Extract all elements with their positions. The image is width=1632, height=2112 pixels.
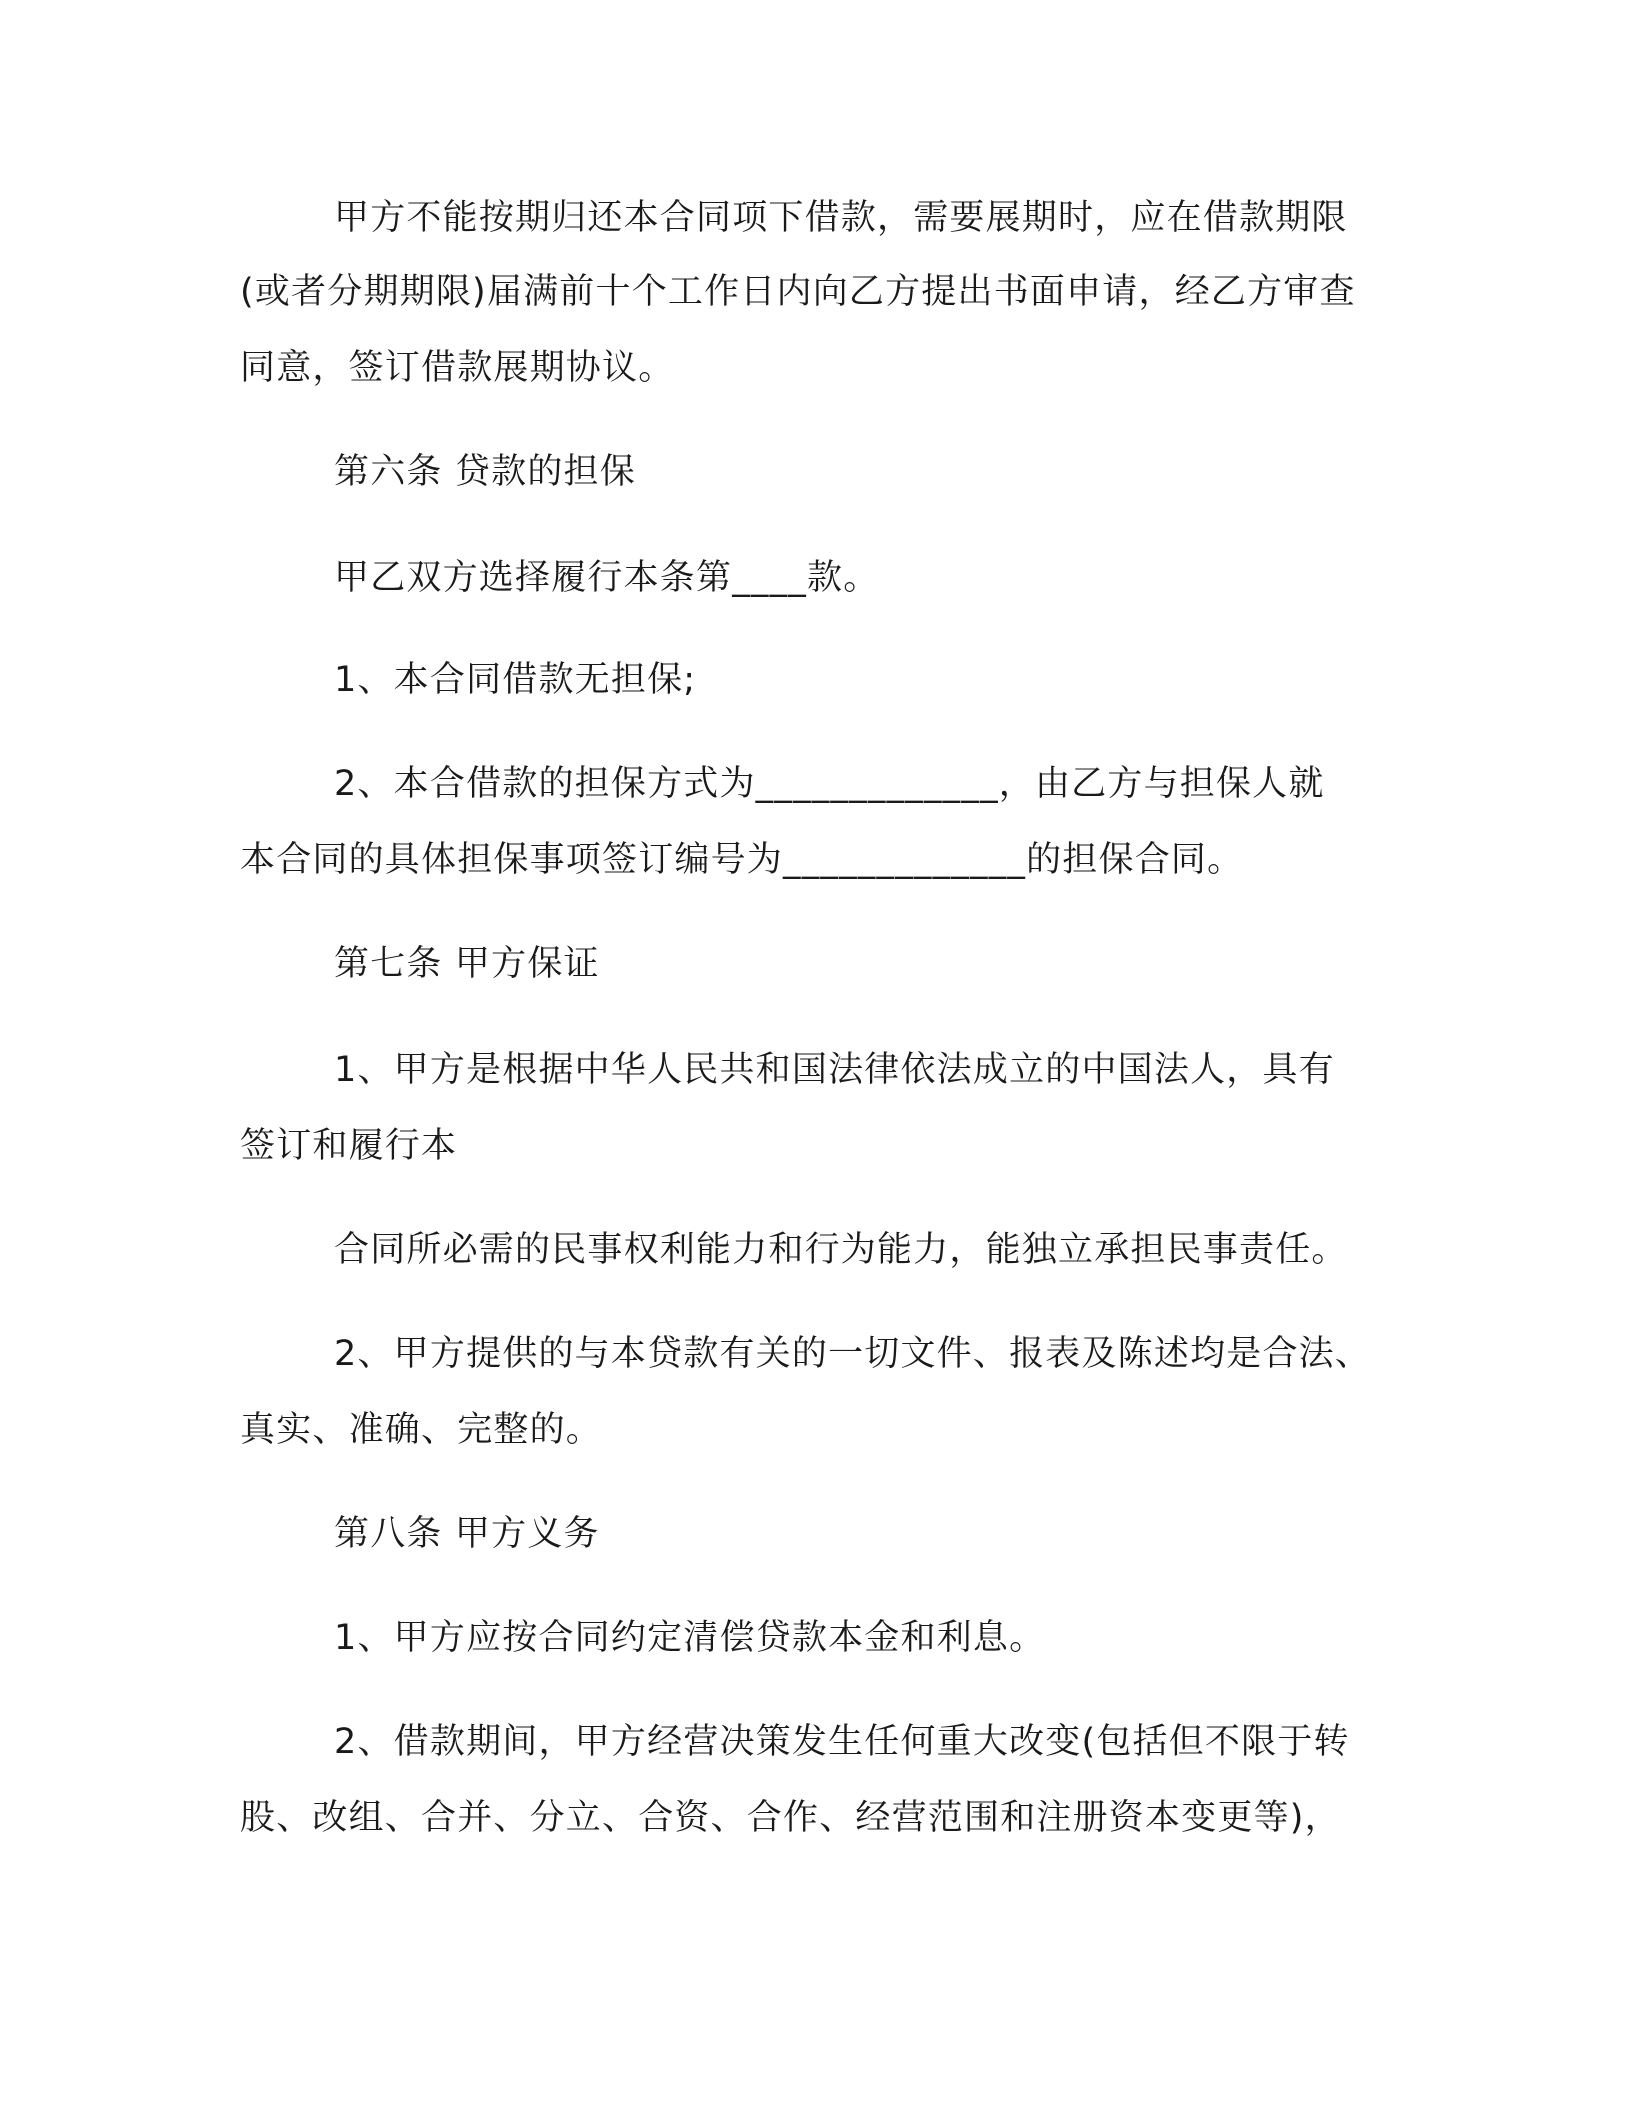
paragraph-extension-line-2: (或者分期期限)届满前十个工作日内向乙方提出书面申请，经乙方审查 (240, 272, 1356, 312)
article-6-heading: 第六条 贷款的担保 (334, 452, 636, 492)
article-7-item-1-line-3: 合同所必需的民事权利能力和行为能力，能独立承担民事责任。 (334, 1230, 1348, 1270)
paragraph-extension-line-1: 甲方不能按期归还本合同项下借款，需要展期时，应在借款期限 (334, 198, 1348, 238)
article-7-heading: 第七条 甲方保证 (334, 944, 600, 984)
article-8-item-2-line-2: 股、改组、合并、分立、合资、合作、经营范围和注册资本变更等)， (240, 1798, 1341, 1838)
article-8-item-2-line-1: 2、借款期间，甲方经营决策发生任何重大改变(包括但不限于转 (334, 1722, 1350, 1762)
article-7-item-1-line-1: 1、甲方是根据中华人民共和国法律依法成立的中国法人，具有 (334, 1050, 1335, 1090)
paragraph-extension-line-3: 同意，签订借款展期协议。 (240, 348, 675, 388)
article-8-item-1: 1、甲方应按合同约定清偿贷款本金和利息。 (334, 1618, 1046, 1658)
article-8-heading: 第八条 甲方义务 (334, 1514, 600, 1554)
article-7-item-2-line-2: 真实、准确、完整的。 (240, 1410, 603, 1450)
article-6-item-1: 1、本合同借款无担保; (334, 660, 697, 700)
article-6-item-2-line-2: 本合同的具体担保事项签订编号为_____________的担保合同。 (240, 840, 1244, 880)
article-6-option-select: 甲乙双方选择履行本条第____款。 (334, 558, 880, 598)
article-7-item-1-line-2: 签订和履行本 (240, 1126, 458, 1166)
article-7-item-2-line-1: 2、甲方提供的与本贷款有关的一切文件、报表及陈述均是合法、 (334, 1334, 1372, 1374)
article-6-item-2-line-1: 2、本合借款的担保方式为_____________，由乙方与担保人就 (334, 764, 1325, 804)
